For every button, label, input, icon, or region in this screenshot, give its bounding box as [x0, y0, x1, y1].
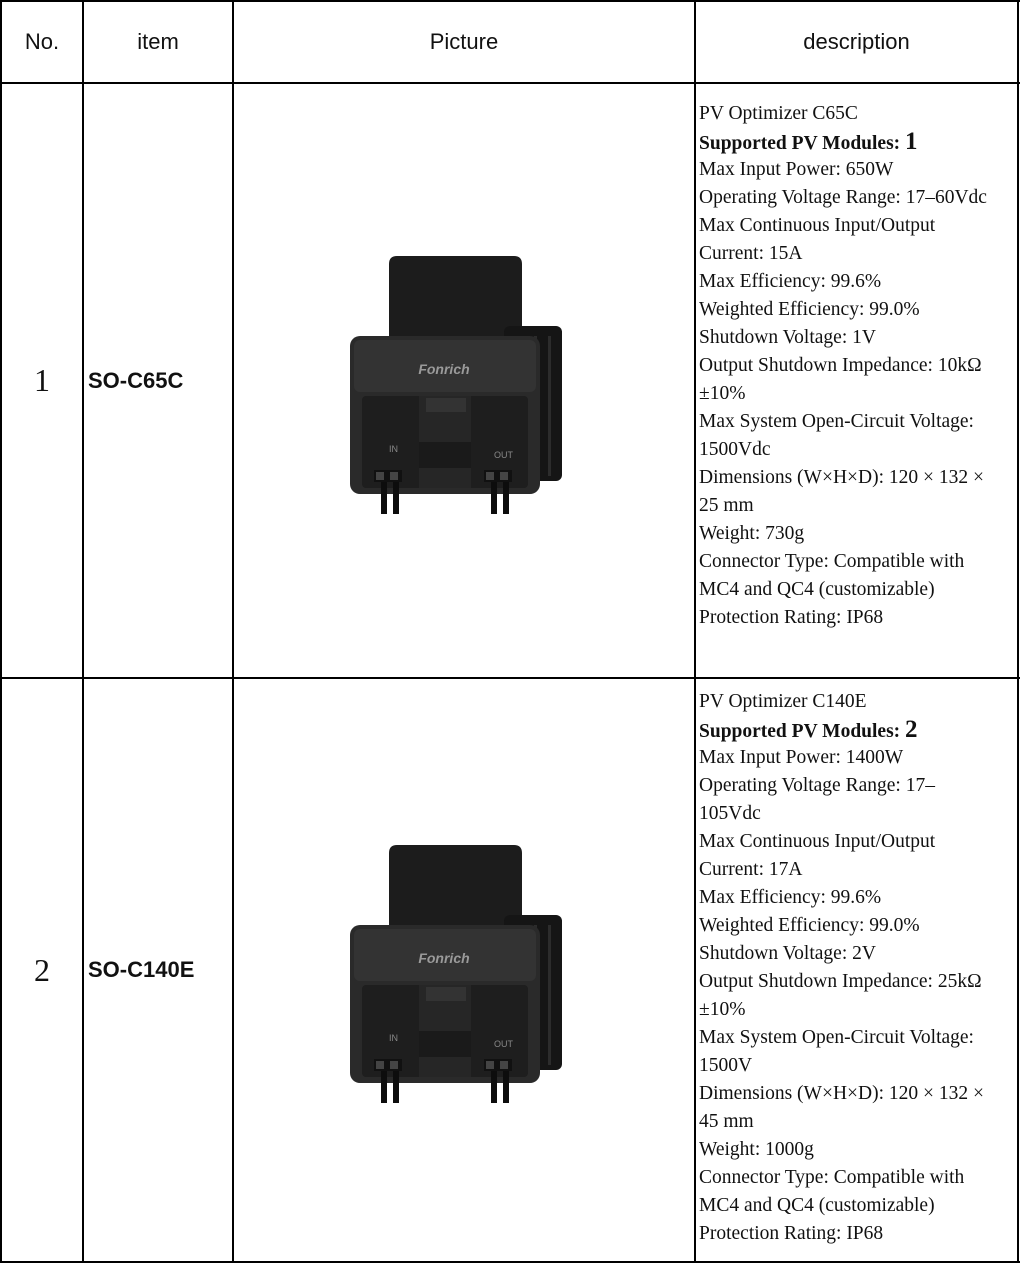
port-out-label: OUT: [494, 449, 513, 460]
spec-line: ±10%: [699, 999, 746, 1020]
supported-modules: [699, 128, 1017, 156]
modules-label: Supported PV Modules:: [699, 133, 901, 154]
spec-line: Weighted Efficiency: 99.0%: [699, 915, 920, 936]
description-cell: [696, 100, 1017, 632]
spec-line: ±10%: [699, 383, 746, 404]
spec-line: Output Shutdown Impedance: 10kΩ: [699, 355, 982, 376]
product-picture: [234, 84, 694, 677]
spec-line: Connector Type: Compatible with: [699, 1167, 965, 1188]
modules-label: Supported PV Modules:: [699, 721, 901, 742]
spec-line: Operating Voltage Range: 17–: [699, 775, 935, 796]
spec-line: Max Efficiency: 99.6%: [699, 271, 882, 292]
header-item: item: [137, 29, 179, 54]
logo-text: Fonrich: [418, 360, 470, 377]
spec-line: Max System Open-Circuit Voltage:: [699, 411, 974, 432]
spec-line: Max Continuous Input/Output: [699, 831, 936, 852]
spec-line: 25 mm: [699, 495, 754, 516]
spec-line: Max Continuous Input/Output: [699, 215, 936, 236]
spec-line: Weight: 1000g: [699, 1139, 814, 1160]
port-in-label: IN: [389, 1033, 398, 1043]
spec-line: Dimensions (W×H×D): 120 × 132 ×: [699, 1083, 985, 1104]
logo-text: Fonrich: [418, 950, 470, 966]
description-cell: [696, 688, 1017, 1248]
table-border-right: [1017, 0, 1019, 1263]
spec-line: Shutdown Voltage: 1V: [699, 327, 876, 348]
pv-optimizer-image: [344, 835, 584, 1105]
spec-line: Protection Rating: IP68: [699, 607, 884, 628]
modules-value: 1: [905, 128, 918, 155]
spec-line: 105Vdc: [699, 803, 761, 824]
spec-line: Current: 15A: [699, 243, 803, 264]
spec-line: Dimensions (W×H×D): 120 × 132 ×: [699, 467, 985, 488]
spec-line: Current: 17A: [699, 859, 803, 880]
spec-line: Max Input Power: 1400W: [699, 747, 904, 768]
spec-line: Weighted Efficiency: 99.0%: [699, 299, 920, 320]
header-no: No.: [24, 29, 60, 54]
row-number: 2: [34, 951, 50, 988]
spec-line: Shutdown Voltage: 2V: [699, 943, 876, 964]
spec-line: Max Efficiency: 99.6%: [699, 887, 882, 908]
spec-line: 45 mm: [699, 1111, 754, 1132]
supported-modules: [699, 716, 1017, 744]
spec-line: MC4 and QC4 (customizable): [699, 1195, 935, 1216]
header-picture: Picture: [429, 29, 499, 54]
spec-line: Operating Voltage Range: 17–60Vdc: [699, 187, 987, 208]
spec-line: MC4 and QC4 (customizable): [699, 579, 935, 600]
pv-optimizer-image: [344, 246, 584, 516]
port-out-label: OUT: [494, 1039, 513, 1049]
modules-value: 2: [905, 716, 918, 743]
spec-line: Max Input Power: 650W: [699, 159, 894, 180]
spec-line: Output Shutdown Impedance: 25kΩ: [699, 971, 982, 992]
spec-line: Max System Open-Circuit Voltage:: [699, 1027, 974, 1048]
product-title: PV Optimizer C65C: [699, 103, 858, 124]
item-model: SO-C65C: [88, 367, 184, 393]
spec-line: 1500Vdc: [699, 439, 771, 460]
spec-line: Protection Rating: IP68: [699, 1223, 884, 1244]
spec-line: 1500V: [699, 1055, 753, 1076]
spec-line: Connector Type: Compatible with: [699, 551, 965, 572]
row-number: 1: [34, 362, 50, 398]
item-model: SO-C140E: [88, 957, 195, 982]
product-picture: [234, 679, 694, 1261]
header-description: description: [803, 29, 910, 54]
port-in-label: IN: [389, 443, 398, 454]
spec-line: Weight: 730g: [699, 523, 805, 544]
product-title: PV Optimizer C140E: [699, 691, 867, 712]
